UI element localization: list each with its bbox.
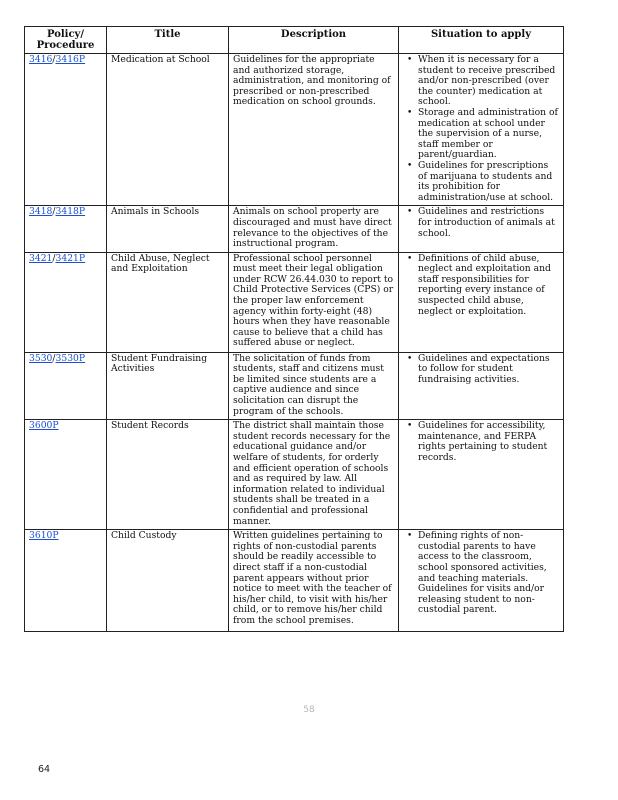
- policy-separator: /: [52, 54, 56, 65]
- description-cell: The solicitation of funds from students, staff and citizens must be limited since students are a captive audience and since solicitation can disrupt the program of the schools.: [229, 352, 399, 420]
- table-header-row: [25, 27, 564, 54]
- bullet-icon: •: [407, 353, 413, 364]
- list-item: [407, 54, 559, 108]
- description-cell: Written guidelines pertaining to rights of non-custodial parents should be readily accessible to direct staff if a non-custodial parent appears without prior notice to meet with the teacher of his/her child, to visit with his/her child, or to remove his/her child from the school premises.: [229, 530, 399, 632]
- situation-cell: [399, 206, 564, 252]
- title-cell: Child Abuse, Neglect and Exploitation: [107, 252, 229, 352]
- procedure-link[interactable]: 3421P: [55, 252, 86, 264]
- situation-text: Defining rights of non-custodial parents to have access to the classroom, school sponsored activities, and teaching materials. Guidelines for visits and/or releasing student to non-custodial parent.: [418, 530, 547, 616]
- page-number: 64: [38, 764, 51, 775]
- description-cell: The district shall maintain those student records necessary for the educational guidance and/or welfare of students, for orderly and efficient operation of schools and as required by law. All information related to individual students shall be treated in a confidential and professional manner.: [229, 420, 399, 530]
- procedure-link[interactable]: 3418P: [55, 206, 86, 218]
- list-item: [407, 530, 559, 616]
- situation-list: [403, 207, 559, 239]
- title-cell: Student Records: [107, 420, 229, 530]
- policy-table: [24, 26, 564, 632]
- procedure-link[interactable]: 3530P: [55, 352, 86, 364]
- table-row: [25, 352, 564, 420]
- policy-separator: /: [52, 352, 56, 364]
- situation-text: Guidelines for prescriptions of marijuana to students and its prohibition for administration/use at school.: [418, 159, 554, 203]
- situation-cell: [399, 252, 564, 352]
- policy-cell: [25, 54, 107, 206]
- policy-link[interactable]: 3421: [29, 252, 53, 264]
- situation-text: Definitions of child abuse, neglect and exploitation and staff responsibilities for reporting every instance of suspected child abuse, neglect or exploitation.: [418, 252, 551, 317]
- situation-cell: [399, 54, 564, 206]
- list-item: [407, 106, 559, 161]
- list-item: [407, 159, 559, 203]
- bullet-icon: •: [407, 160, 413, 171]
- title-cell: Animals in Schools: [107, 206, 229, 252]
- situation-cell: [399, 420, 564, 530]
- situation-text: Guidelines and expectations to follow for student fundraising activities.: [418, 352, 550, 385]
- policy-link[interactable]: 3530: [29, 352, 53, 364]
- situation-list: [403, 254, 559, 318]
- title-cell: Student Fundraising Activities: [107, 352, 229, 420]
- table-row: [25, 54, 564, 206]
- policy-link[interactable]: 3416: [29, 54, 53, 65]
- list-item: [407, 420, 559, 464]
- policy-link[interactable]: 3418: [29, 206, 53, 218]
- title-cell: Child Custody: [107, 530, 229, 632]
- bullet-icon: •: [407, 421, 413, 432]
- header-situation: Situation to apply: [399, 27, 564, 54]
- list-item: [407, 352, 559, 386]
- bullet-icon: •: [407, 207, 413, 218]
- description-cell: Guidelines for the appropriate and authorized storage, administration, and monitoring of prescribed or non-prescribed medication on school grounds.: [229, 54, 399, 206]
- header-policy-procedure: Policy/ Procedure: [25, 27, 107, 54]
- situation-text: Storage and administration of medication at school under the supervision of a nurse, staff member or parent/guardian.: [418, 106, 558, 161]
- list-item: [407, 206, 559, 239]
- policy-cell: [25, 252, 107, 352]
- situation-text: When it is necessary for a student to receive prescribed and/or non-prescribed (over the counter) medication at school.: [418, 54, 556, 108]
- situation-text: Guidelines for accessibility, maintenance, and FERPA rights pertaining to student records.: [418, 420, 548, 464]
- policy-separator: /: [52, 252, 56, 264]
- header-description: Description: [229, 27, 399, 54]
- situation-list: [403, 55, 559, 203]
- situation-list: [403, 354, 559, 386]
- description-cell: Professional school personnel must meet their legal obligation under RCW 26.44.030 to report to Child Protective Services (CPS) or the proper law enforcement agency within forty-eight (48) hours when they have reasonable cause to believe that a child has suffered abuse or neglect.: [229, 252, 399, 352]
- situation-cell: [399, 530, 564, 632]
- policy-cell: [25, 530, 107, 632]
- faded-page-number: 58: [303, 705, 315, 715]
- situation-cell: [399, 352, 564, 420]
- situation-list: [403, 531, 559, 616]
- procedure-link[interactable]: 3610P: [29, 530, 59, 542]
- bullet-icon: •: [407, 107, 413, 118]
- policy-cell: [25, 420, 107, 530]
- header-title: Title: [107, 27, 229, 54]
- table-row: [25, 420, 564, 530]
- policy-cell: [25, 206, 107, 252]
- table-row: [25, 530, 564, 632]
- table-row: [25, 252, 564, 352]
- policy-cell: [25, 352, 107, 420]
- title-cell: Medication at School: [107, 54, 229, 206]
- bullet-icon: •: [407, 55, 413, 65]
- table-row: [25, 206, 564, 252]
- description-cell: Animals on school property are discouraged and must have direct relevance to the objectives of the instructional program.: [229, 206, 399, 252]
- list-item: [407, 252, 559, 318]
- bullet-icon: •: [407, 253, 413, 264]
- policy-separator: /: [52, 206, 56, 218]
- situation-list: [403, 421, 559, 463]
- procedure-link[interactable]: 3600P: [29, 420, 59, 432]
- situation-text: Guidelines and restrictions for introduction of animals at school.: [418, 206, 555, 239]
- bullet-icon: •: [407, 531, 413, 542]
- procedure-link[interactable]: 3416P: [55, 54, 86, 65]
